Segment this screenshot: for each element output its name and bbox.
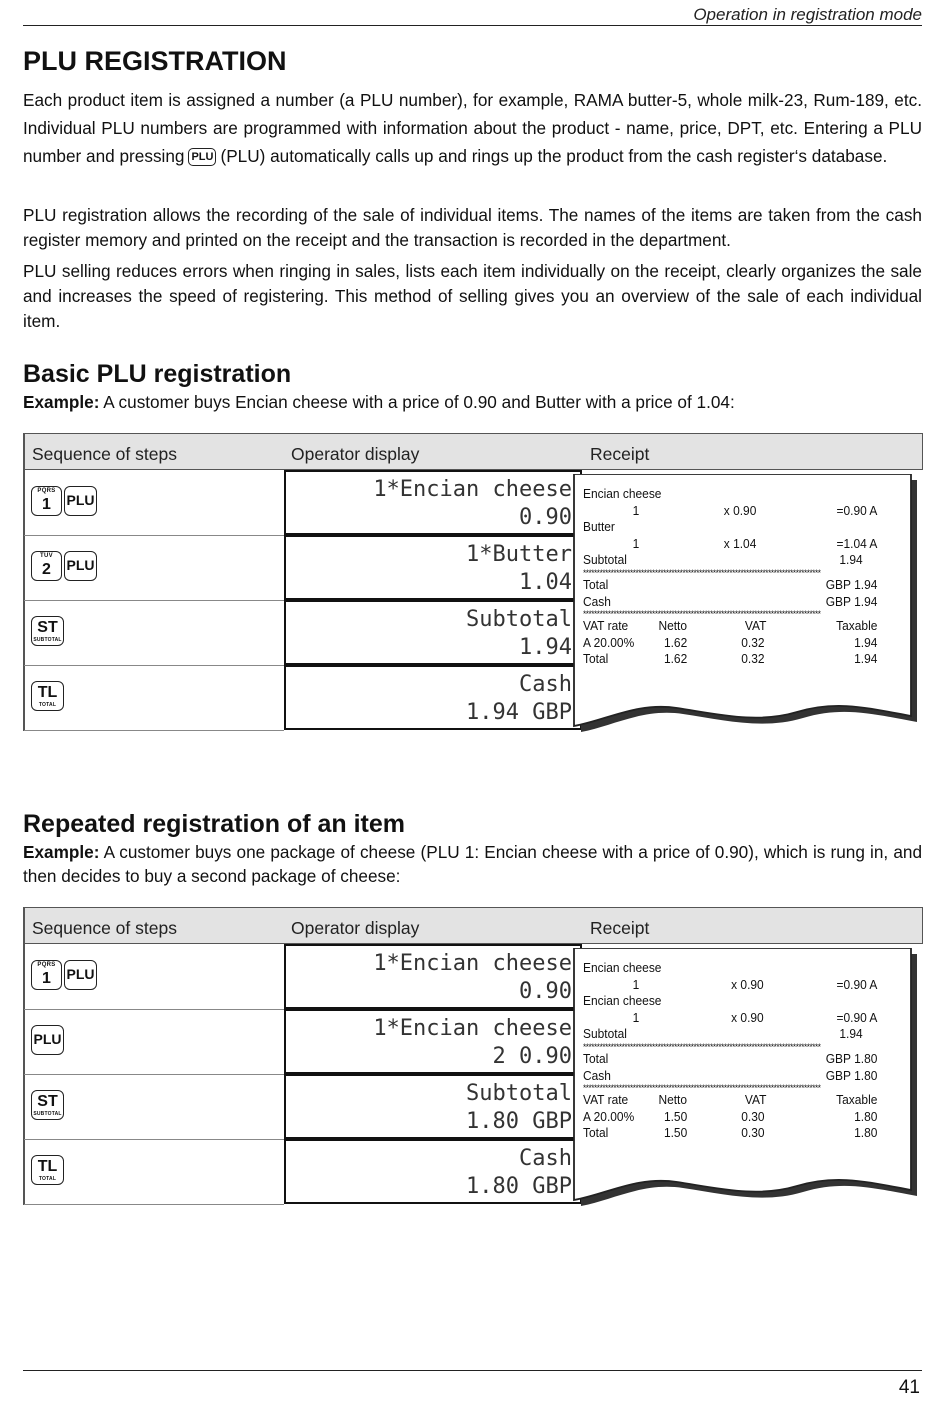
basic-receipt [573,474,913,732]
step-2-keys [31,1025,64,1055]
operator-display: 1*Encian cheese 0.90 [284,944,582,1009]
step-4-keys [31,1155,64,1185]
basic-section-title: Basic PLU registration [23,360,292,388]
key-subtotal[interactable]: ST SUBTOTAL [31,1090,64,1120]
plu-key-inline: PLU [188,148,216,166]
col-display: Operator display [291,918,420,938]
step-4-keys [31,681,64,711]
key-total[interactable]: TL TOTAL [31,1155,64,1185]
operator-display: 1*Encian cheese 2 0.90 [284,1009,582,1074]
key-plu[interactable]: PLU [31,1025,64,1055]
step-1-keys [31,960,97,990]
receipt-text: Encian cheese 1 x 0.90 =0.90 A Encian cheese 1 x 0.90 =0.90 A Subtotal 1.94 ************************************************************************************** Total GBP 1.80 Cash GBP 1.80 ************************************************************************************** VAT rate Netto VAT Taxable A 20.00% 1.50 0.30 1.80 Total 1.50 0.30 1.80 [583,960,878,1141]
running-header: Operation in registration mode [693,5,922,24]
repeat-example: Example: A customer buys one package of cheese (PLU 1: Encian cheese with a price of 0.90), which is rung in, and then decides to buy a second package of cheese: [23,842,923,886]
operator-display: 1*Butter 1.04 [284,535,582,600]
receipt-text: Encian cheese 1 x 0.90 =0.90 A Butter 1 x 1.04 =1.04 A Subtotal 1.94 ************************************************************************************** Total GBP 1.94 Cash GBP 1.94 ************************************************************************************** VAT rate Netto VAT Taxable A 20.00% 1.62 0.32 1.94 Total 1.62 0.32 1.94 [583,486,878,667]
repeat-section-title: Repeated registration of an item [23,810,406,838]
col-steps: Sequence of steps [32,444,177,464]
step-3-keys [31,616,64,646]
table-header [24,907,923,944]
step-2-keys [31,551,97,581]
operator-display: Cash 1.80 GBP [284,1139,582,1204]
repeat-receipt [573,948,913,1206]
page-number: 41 [898,1377,920,1398]
key-total[interactable]: TL TOTAL [31,681,64,711]
col-display: Operator display [291,444,420,464]
operator-display: Cash 1.94 GBP [284,665,582,730]
operator-display: Subtotal 1.80 GBP [284,1074,582,1139]
table-header [24,433,923,470]
intro-paragraph-3: PLU selling reduces errors when ringing in sales, lists each item individually on the receipt, clearly organizes the sale and increases the speed of registering. This method of selling gives you an overview of the sale of each individual item. [23,261,922,331]
key-2[interactable]: TUV 2 [31,551,62,581]
key-plu[interactable]: PLU [64,551,97,581]
key-plu[interactable]: PLU [64,960,97,990]
intro-paragraph-2: PLU registration allows the recording of the sale of individual items. The names of the items are taken from the cash register memory and printed on the receipt and the transaction is recorded in the department. [23,205,922,250]
key-plu[interactable]: PLU [64,486,97,516]
key-subtotal[interactable]: ST SUBTOTAL [31,616,64,646]
page-title: PLU REGISTRATION [23,46,287,76]
intro-paragraph-1: Each product item is assigned a number (a PLU number), for example, RAMA butter-5, whole milk-23, Rum-189, etc. Individual PLU numbers are programmed with information about the product - name, price, DPT, etc. Entering a PLU number and pressing PLU (PLU) automatically calls up and rings up the product from the cash register‘s database. [23,90,922,166]
key-1[interactable]: PQRS 1 [31,960,62,990]
footer-rule [23,1370,922,1371]
key-1[interactable]: PQRS 1 [31,486,62,516]
header-rule [23,25,922,26]
basic-example: Example: A customer buys Encian cheese with a price of 0.90 and Butter with a price of 1.04: [23,392,735,412]
operator-display: Subtotal 1.94 [284,600,582,665]
col-steps: Sequence of steps [32,918,177,938]
step-3-keys [31,1090,64,1120]
col-receipt: Receipt [590,918,650,938]
col-receipt: Receipt [590,444,650,464]
step-1-keys [31,486,97,516]
operator-display: 1*Encian cheese 0.90 [284,470,582,535]
